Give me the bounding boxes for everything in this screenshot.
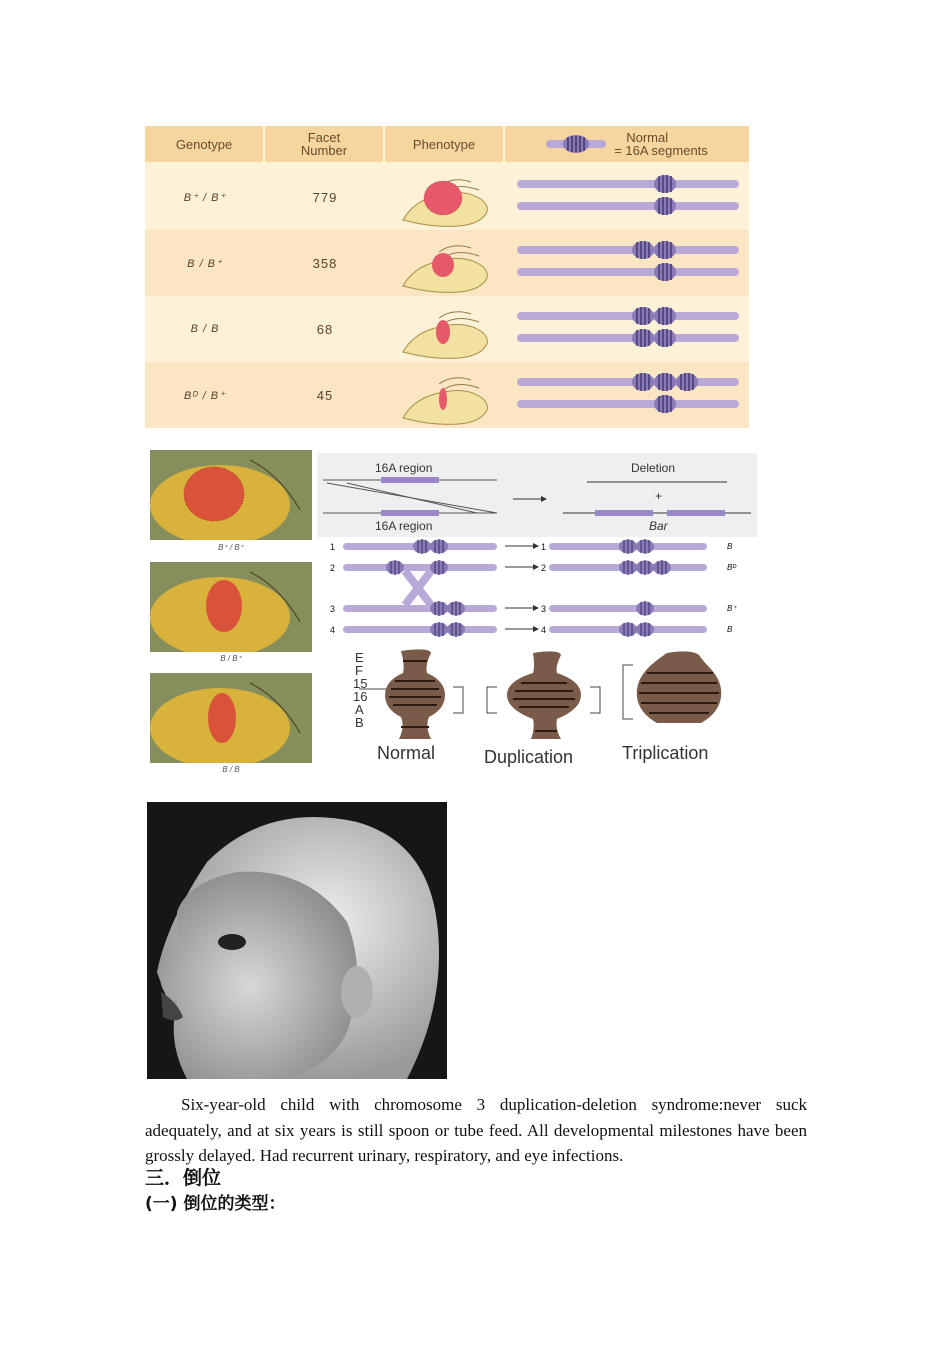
- genotype-cell: Bᴰ / B⁺: [184, 389, 226, 402]
- header-genotype-text: Genotype: [175, 136, 233, 152]
- region-label-bottom: 16A region: [375, 519, 433, 533]
- result-genotype: B⁺: [727, 604, 737, 613]
- child-profile-photo: [147, 802, 447, 1079]
- chromosome-pair: [513, 238, 743, 288]
- header-genotype: [145, 126, 263, 162]
- legend-line2: = 16A segments: [614, 143, 708, 158]
- result-genotype: B: [727, 625, 733, 634]
- region-label-top: 16A region: [375, 461, 433, 475]
- section-heading: 三．倒位: [145, 1167, 222, 1189]
- fly-eye-photo: [150, 562, 312, 652]
- header-phenotype-text: Phenotype: [412, 136, 476, 152]
- table-row: [145, 362, 749, 428]
- fly-eye-photo: [150, 450, 312, 540]
- table-row: [145, 296, 749, 362]
- photo-caption: B / B⁺: [220, 654, 242, 663]
- child-silhouette: [147, 802, 447, 1079]
- fly-eye-photo: [150, 673, 312, 763]
- band-15: 15: [353, 676, 368, 691]
- result-number: 1: [541, 542, 547, 552]
- genotype-cell: B / B⁺: [187, 257, 223, 270]
- chromosome-pair: [513, 304, 743, 354]
- photo-caption-paragraph: [145, 1092, 807, 1169]
- caption-text: Six-year-old child with chromosome 3 duplication-deletion syndrome:never suck adequately, and at six years is still spoon or tube feed. All developmental milestones have been grossly delayed. Had recurrent urinary, respiratory, and eye infections.: [145, 1095, 807, 1165]
- band-a: A: [355, 702, 364, 717]
- result-genotype: Bᴰ: [727, 563, 737, 572]
- chromosome-number: 4: [330, 625, 336, 635]
- chromosome-pair: [513, 172, 743, 222]
- band-vases: [345, 647, 755, 747]
- band-e: E: [355, 650, 364, 665]
- chromosome-number: 3: [330, 604, 336, 614]
- genotype-cell: B / B: [190, 323, 220, 335]
- unequal-crossover-figure: [145, 447, 760, 783]
- genotype-cell: B⁺ / B⁺: [183, 191, 227, 204]
- chromosome-number: 1: [330, 542, 336, 552]
- header-facet: [265, 126, 383, 162]
- legend-line1: Normal: [626, 130, 669, 145]
- facet-cell: 358: [312, 255, 338, 271]
- deletion-lines: [317, 453, 757, 537]
- band-b: B: [355, 715, 364, 730]
- vase-label-triplication: Triplication: [622, 743, 709, 763]
- band-f: F: [355, 663, 363, 678]
- header-phenotype: [385, 126, 503, 162]
- chromosome-number: 2: [330, 563, 336, 573]
- header-facet-line2: Number: [300, 143, 348, 158]
- deletion-label: Deletion: [631, 461, 676, 475]
- band-16: 16: [353, 689, 368, 704]
- vase-label-duplication: Duplication: [484, 747, 574, 767]
- bar-label: Bar: [649, 519, 668, 533]
- fly-head-illustration: [393, 234, 497, 294]
- chromosome-pair: [513, 370, 743, 420]
- vase-label-normal: Normal: [377, 743, 436, 763]
- plus-sign: +: [655, 489, 663, 503]
- table-row: [145, 164, 749, 230]
- table-row: [145, 230, 749, 296]
- header-legend: [505, 126, 749, 162]
- result-number: 4: [541, 625, 547, 635]
- deletion-diagram: [317, 453, 757, 537]
- header-facet-line1: Facet: [307, 130, 341, 145]
- facet-cell: 45: [316, 387, 334, 403]
- photo-caption: B⁺ / B⁺: [218, 543, 244, 552]
- result-genotype: B: [727, 542, 733, 551]
- fly-head-illustration: [393, 168, 497, 228]
- bar-eye-genotype-table: [145, 126, 749, 428]
- legend-segment-icon: [546, 134, 606, 154]
- facet-cell: 779: [312, 189, 338, 205]
- crossover-chromosomes: [327, 539, 757, 639]
- subsection-heading: (一) 倒位的类型：: [145, 1194, 286, 1214]
- fly-head-illustration: [393, 366, 497, 426]
- result-number: 2: [541, 563, 547, 573]
- result-number: 3: [541, 604, 547, 614]
- facet-cell: 68: [316, 321, 334, 337]
- photo-caption: B / B: [222, 765, 240, 774]
- fly-head-illustration: [393, 300, 497, 360]
